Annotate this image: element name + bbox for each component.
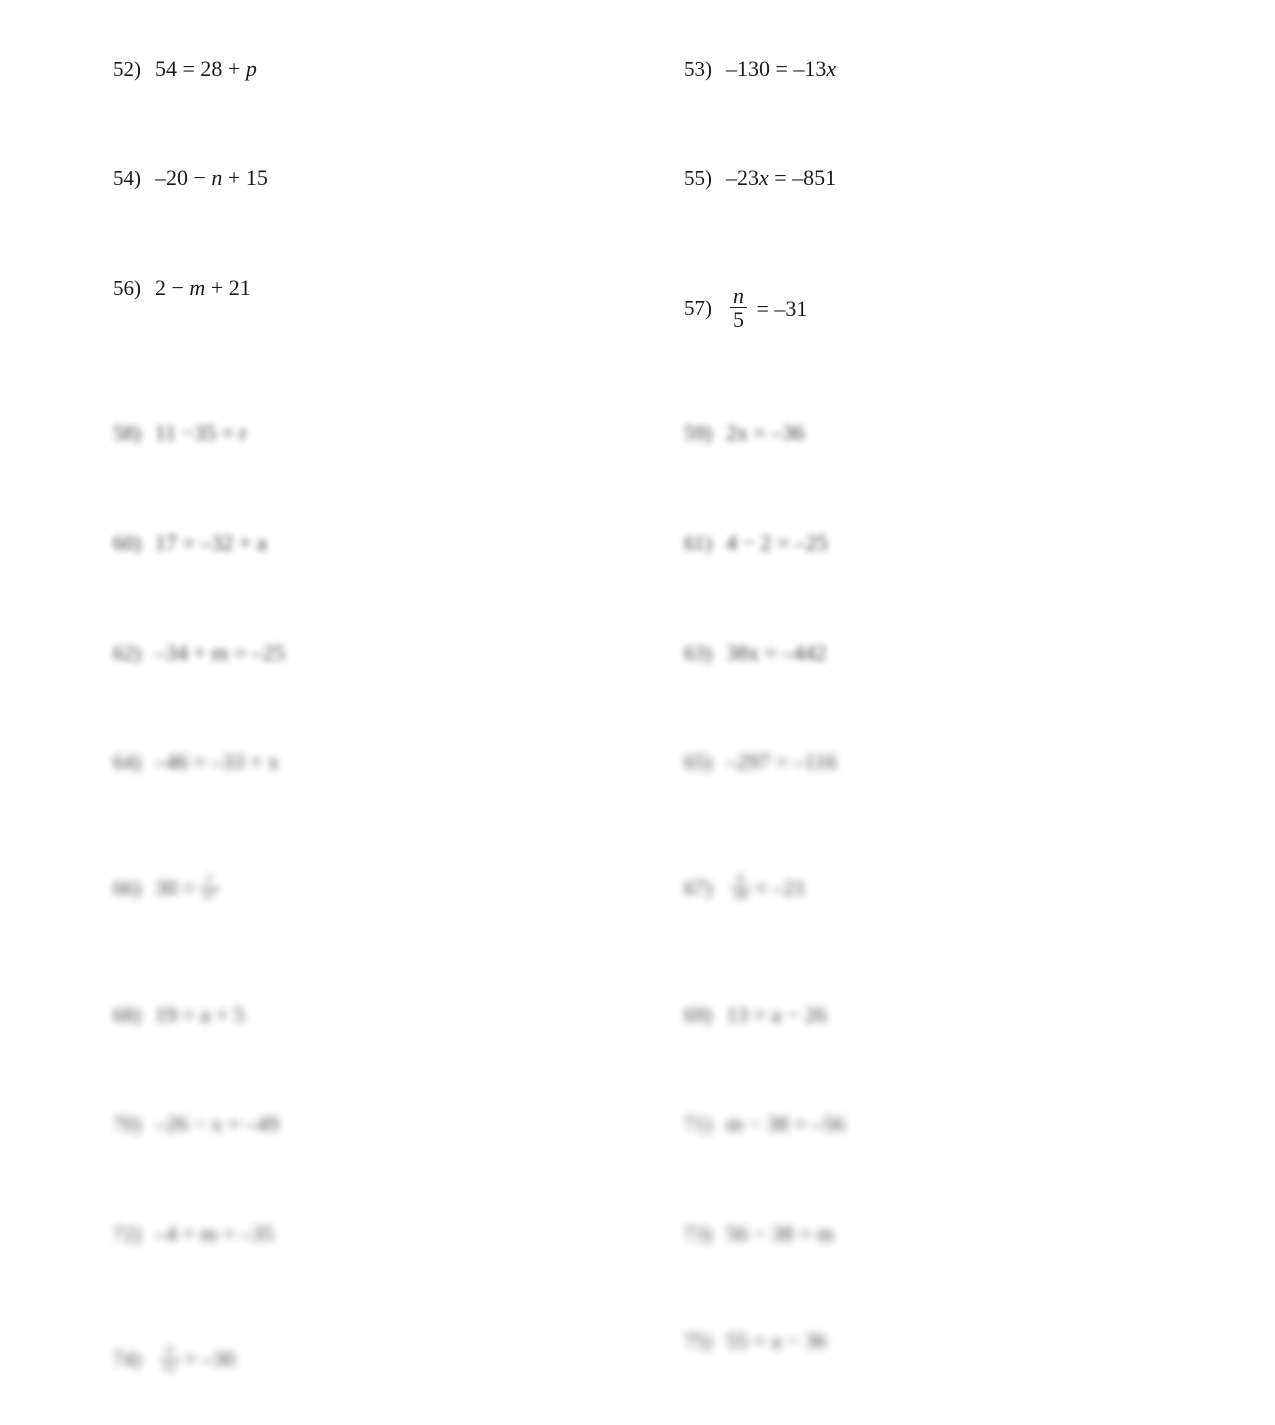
problem-number: 75) [684,1328,712,1353]
fraction [730,284,747,331]
fraction [159,1342,180,1375]
problem-expression: 13 = a − 26 [726,1002,827,1027]
problem-expression [726,285,807,332]
problem-number: 67) [684,875,712,900]
problem-number: 52) [113,56,141,81]
problem-61 [684,530,828,556]
fraction-lead: 30 = [155,875,195,901]
problem-59 [684,420,804,446]
problem-expression: 17 = –32 + a [155,530,267,555]
fraction-numerator: x [166,1341,173,1357]
problem-expression: –297 = –116 [726,749,837,774]
fraction [730,871,751,904]
problem-expression: 4 − 2 = –25 [726,530,828,555]
problem-number: 73) [684,1221,712,1246]
problem-57 [684,285,807,332]
fraction-denominator: 39 [733,886,748,903]
problem-expression: 2x = –36 [726,420,805,445]
problem-expression [155,1343,235,1376]
problem-expression [155,872,224,905]
problem-number: 57) [684,296,712,321]
problem-number: 59) [684,420,712,445]
fraction-tail: = –21 [755,875,806,901]
problem-number: 74) [113,1346,141,1371]
problem-number: 56) [113,275,141,300]
fraction-numerator: n [733,283,744,308]
problem-65 [684,749,837,775]
problem-expression: 38x = –442 [726,640,827,665]
problem-number: 71) [684,1111,712,1136]
problem-expression: 19 = a + 5 [155,1002,245,1027]
problem-52 [113,56,257,82]
problem-72 [113,1221,274,1247]
problem-73 [684,1221,834,1247]
problem-expression: –23x = –851 [726,165,837,190]
problem-number: 66) [113,875,141,900]
problem-number: 60) [113,530,141,555]
problem-number: 64) [113,749,141,774]
problem-expression: 54 = 28 + p [155,56,257,81]
problem-66 [113,872,224,905]
problem-expression: –130 = –13x [726,56,837,81]
problem-number: 72) [113,1221,141,1246]
fraction-denominator: 22 [162,1357,177,1374]
problem-number: 68) [113,1002,141,1027]
problem-58 [113,420,247,446]
fraction-denominator: 37 [201,886,217,903]
problem-number: 53) [684,56,712,81]
problem-expression: 56 − 38 = m [726,1221,834,1246]
problem-56 [113,275,251,301]
problem-69 [684,1002,827,1028]
problem-expression: –34 + m = –25 [155,640,285,665]
fraction-tail: = –30 [184,1346,235,1372]
problem-53 [684,56,836,82]
problem-expression: –46 = –33 + x [155,749,279,774]
problem-60 [113,530,267,556]
fraction-numerator: a [736,870,745,886]
problem-67 [684,872,806,905]
problem-number: 58) [113,420,141,445]
problem-number: 61) [684,530,712,555]
problem-75 [684,1328,827,1354]
fraction-denominator: 5 [733,307,744,333]
problem-71 [684,1111,845,1137]
problem-expression [726,872,806,905]
problem-expression: 2 − m + 21 [155,275,251,300]
problem-number: 55) [684,165,712,190]
problem-70 [113,1111,279,1137]
problem-number: 63) [684,640,712,665]
problem-63 [684,640,826,666]
problem-number: 65) [684,749,712,774]
problem-62 [113,640,285,666]
problem-expression: m − 38 = –56 [726,1111,845,1136]
fraction-numerator: r [206,870,213,886]
problem-64 [113,749,279,775]
problem-expression: –26 − x = –49 [155,1111,279,1136]
problem-expression: 11 −35 = r [155,420,247,445]
problem-55 [684,165,836,191]
problem-54 [113,165,268,191]
problem-expression: –4 + m = –35 [155,1221,274,1246]
fraction-tail: = –31 [751,295,808,321]
problem-74 [113,1343,235,1376]
problem-68 [113,1002,245,1028]
problem-expression: 55 = a − 36 [726,1328,827,1353]
fraction [199,871,220,904]
problem-number: 54) [113,165,141,190]
problem-number: 69) [684,1002,712,1027]
problem-number: 70) [113,1111,141,1136]
problem-number: 62) [113,640,141,665]
problem-expression: –20 − n + 15 [155,165,268,190]
